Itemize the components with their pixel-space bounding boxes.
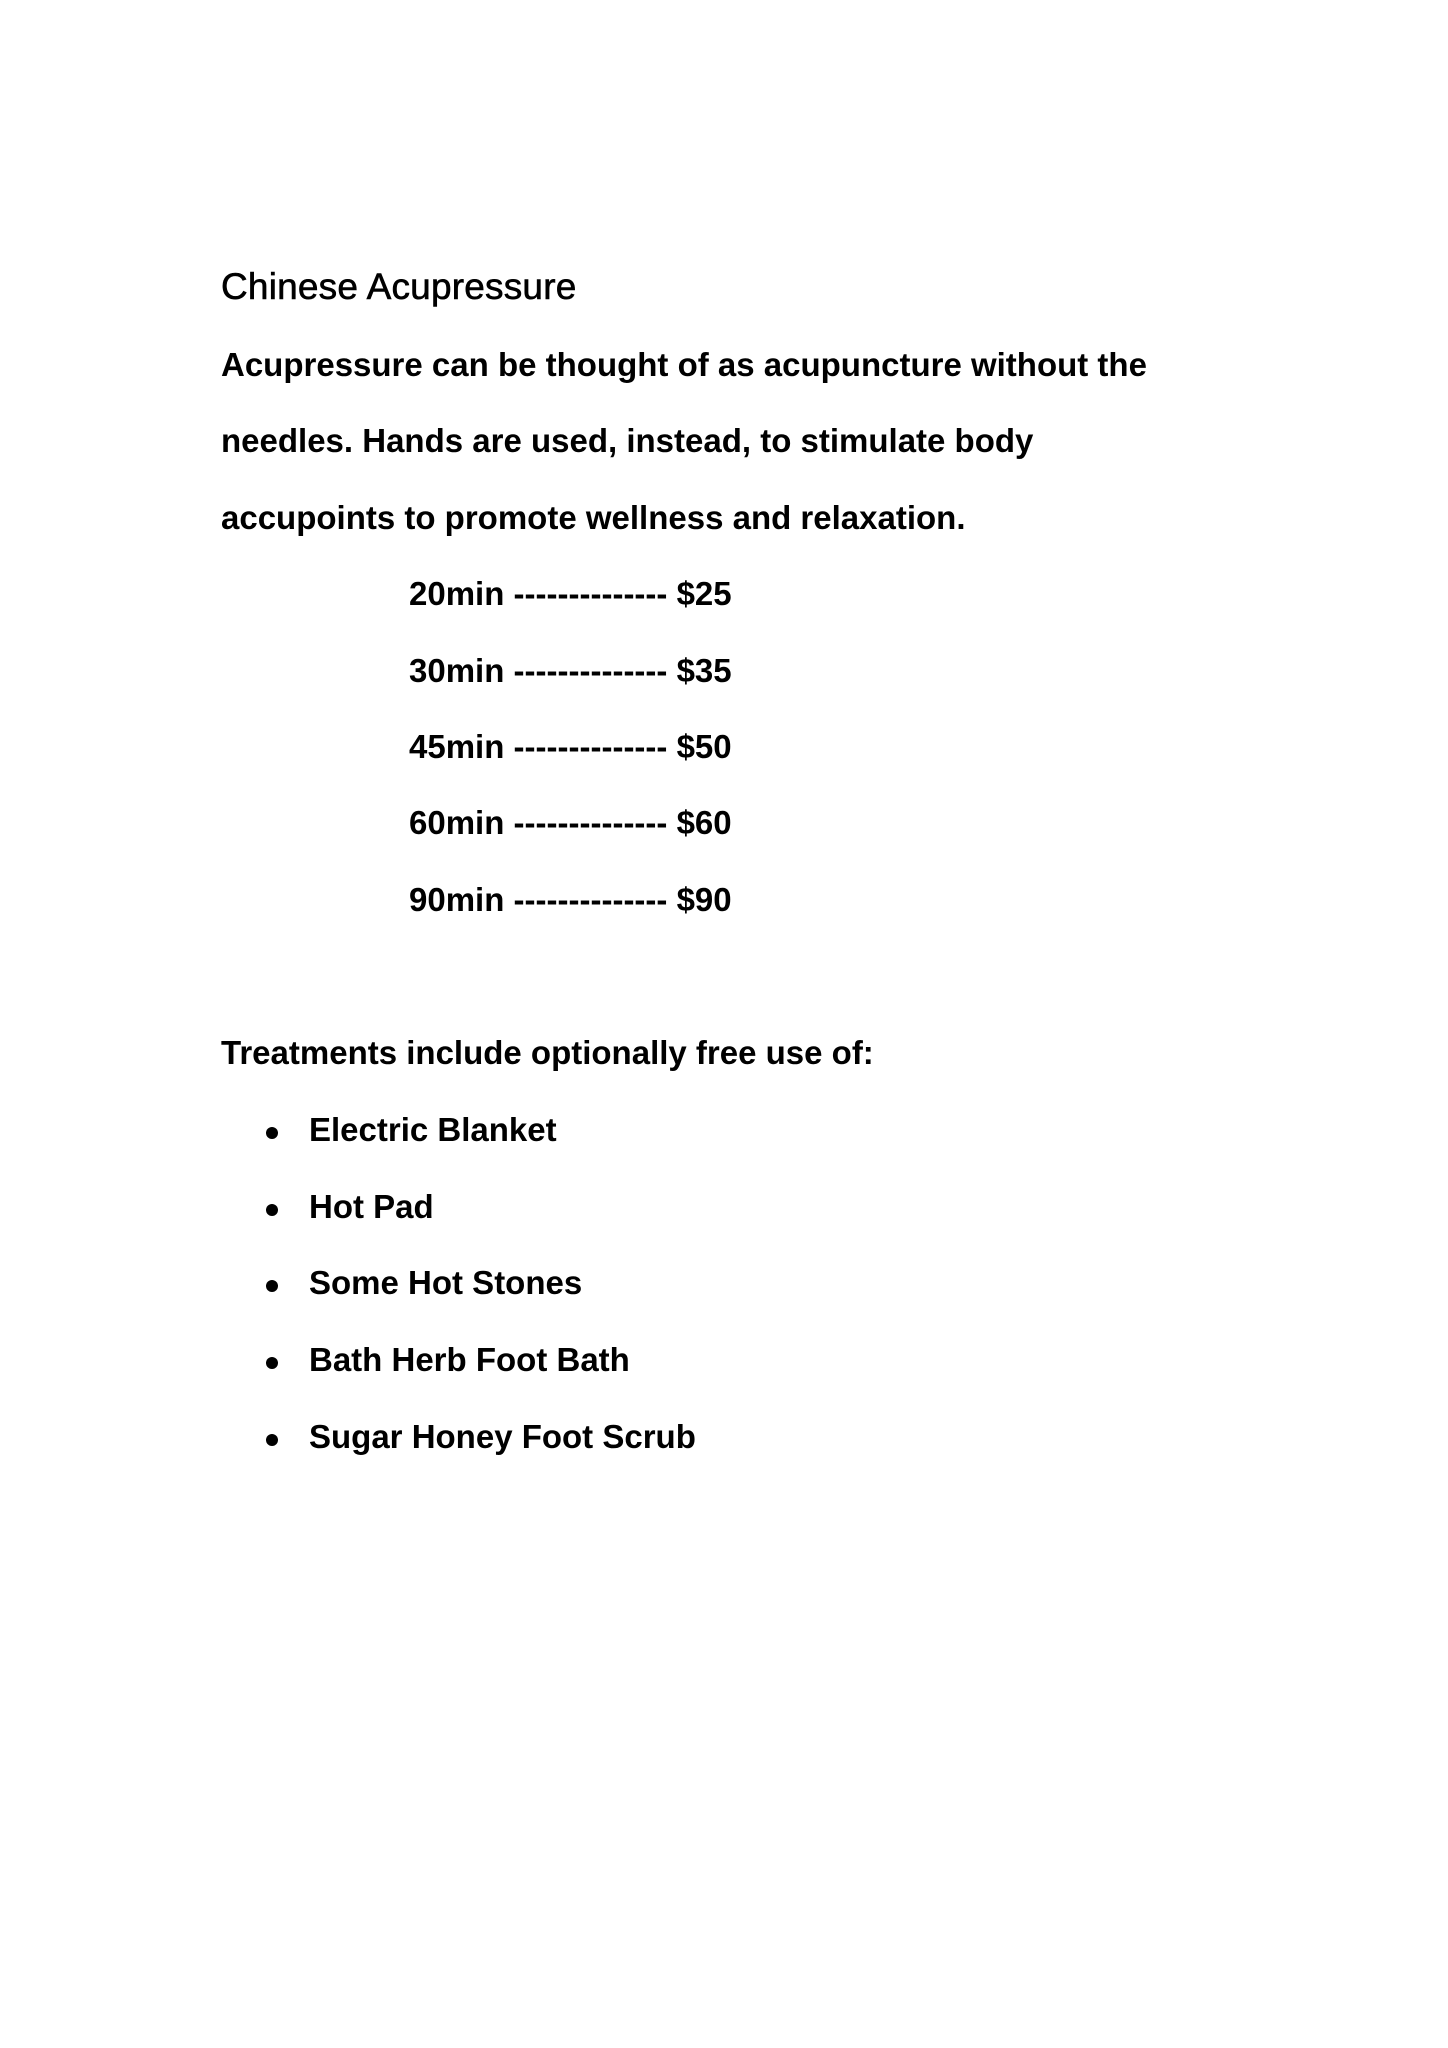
price-row bbox=[409, 728, 732, 766]
page-title: Chinese Acupressure bbox=[221, 266, 577, 307]
price: $90 bbox=[676, 881, 732, 918]
price-row bbox=[409, 804, 732, 842]
bullet-icon bbox=[266, 1434, 278, 1446]
separator: -------------- bbox=[513, 575, 668, 612]
description-line: Acupressure can be thought of as acupuncture without the bbox=[221, 346, 1147, 383]
duration: 30min bbox=[409, 652, 505, 689]
price-row bbox=[409, 881, 732, 919]
separator: -------------- bbox=[513, 881, 668, 918]
description-line: accupoints to promote wellness and relaxation. bbox=[221, 499, 966, 536]
bullet-icon bbox=[266, 1357, 278, 1369]
bullet-icon bbox=[266, 1127, 278, 1139]
separator: -------------- bbox=[513, 804, 668, 841]
price: $35 bbox=[676, 652, 732, 689]
bullet-icon bbox=[266, 1204, 278, 1216]
duration: 90min bbox=[409, 881, 505, 918]
list-item: Electric Blanket bbox=[309, 1111, 557, 1148]
duration: 20min bbox=[409, 575, 505, 612]
list-item: Hot Pad bbox=[309, 1188, 434, 1225]
separator: -------------- bbox=[513, 728, 668, 765]
separator: -------------- bbox=[513, 652, 668, 689]
duration: 60min bbox=[409, 804, 505, 841]
list-item: Some Hot Stones bbox=[309, 1264, 583, 1301]
description-line: needles. Hands are used, instead, to stimulate body bbox=[221, 422, 1034, 459]
bullet-icon bbox=[266, 1280, 278, 1292]
price-row bbox=[409, 652, 732, 690]
price: $25 bbox=[676, 575, 732, 612]
price: $50 bbox=[676, 728, 732, 765]
treatments-heading: Treatments include optionally free use of: bbox=[221, 1034, 874, 1071]
duration: 45min bbox=[409, 728, 505, 765]
price-row bbox=[409, 575, 732, 613]
price: $60 bbox=[676, 804, 732, 841]
list-item: Bath Herb Foot Bath bbox=[309, 1341, 630, 1378]
list-item: Sugar Honey Foot Scrub bbox=[309, 1418, 696, 1455]
